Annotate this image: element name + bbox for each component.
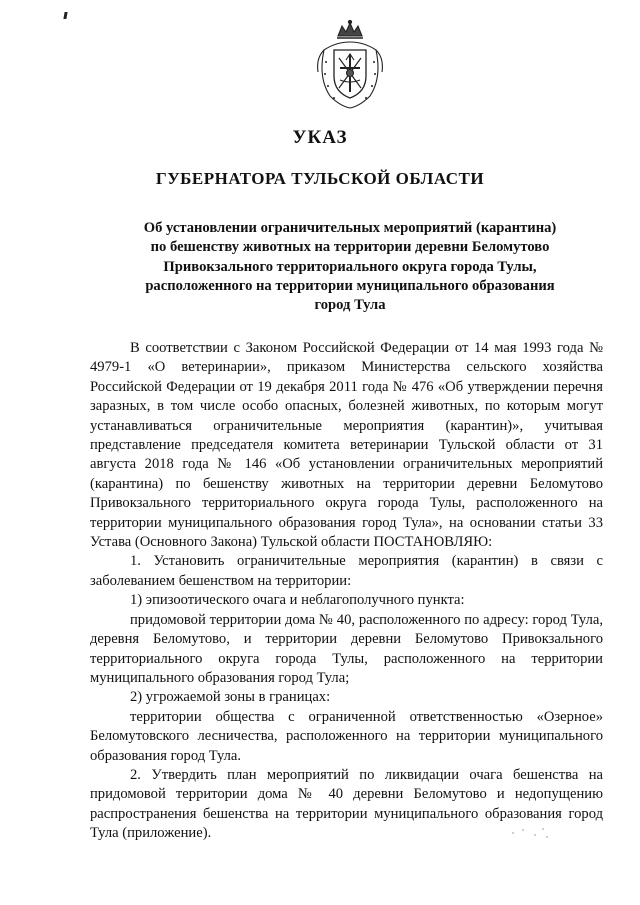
clause-1-item-2: 2) угрожаемой зоны в границах: — [130, 689, 331, 706]
clause-2: 2. Утвердить план мероприятий по ликвидации очага бешенства на придомовой территории дома № 40 деревни Беломутово и недопущению распространения бешенства на территории муниципального образования город Тула (приложение). — [90, 766, 603, 842]
clause-1-item-1: 1) эпизоотического очага и неблагополучного пункта: — [130, 592, 465, 609]
subject-line: Об установлении ограничительных мероприятий (карантина) — [143, 220, 557, 236]
document-subject — [100, 219, 600, 315]
clause-1-item-2-detail: территории общества с ограниченной ответственностью «Озерное» Беломутовского лесничества, расположенного на территории муниципального образования город Тула. — [90, 708, 603, 764]
subject-line: Привокзального территориального округа города Тулы, — [163, 258, 537, 275]
subject-line: город Тула — [314, 297, 386, 314]
clause-1: 1. Установить ограничительные мероприятия (карантин) в связи с заболеванием бешенством на территории: — [90, 553, 603, 589]
document-title: УКАЗ — [292, 127, 348, 148]
document-body — [90, 339, 603, 844]
scan-artifact — [63, 12, 67, 19]
preamble-paragraph: В соответствии с Законом Российской Федерации от 14 мая 1993 года № 4979-1 «О ветеринарии», приказом Министерства сельского хозяйства Российской Федерации от 19 декабря 2011 года № 476 «Об утверждении перечня заразных, в том числе особо опасных, болезней животных, по которым могут устанавливаться ограничительные мероприятия (карантин)», учитывая представление председателя комитета ветеринарии Тульской области от 31 августа 2018 года № 146 «Об установлении ограничительных мероприятий (карантина) по бешенству животных на территории деревни Беломутово Привокзального территориального округа города Тулы, расположенного на территории муниципального образования город Тула», на основании статьи 33 Устава (Основного Закона) Тульской области ПОСТАНОВЛЯЮ: — [90, 340, 603, 551]
document-issuer: ГУБЕРНАТОРА ТУЛЬСКОЙ ОБЛАСТИ — [155, 169, 485, 188]
coat-of-arms-icon — [310, 18, 390, 112]
subject-line: по бешенству животных на территории деревни Беломутово — [150, 239, 550, 256]
scan-artifact — [510, 826, 550, 840]
clause-1-item-1-detail: придомовой территории дома № 40, расположенного по адресу: город Тула, деревня Беломутово, и территории деревни Беломутово Привокзального территориального округа города Тулы, расположенного на территории муниципального образования город Тула; — [90, 611, 603, 686]
subject-line: расположенного на территории муниципального образования — [145, 277, 555, 294]
